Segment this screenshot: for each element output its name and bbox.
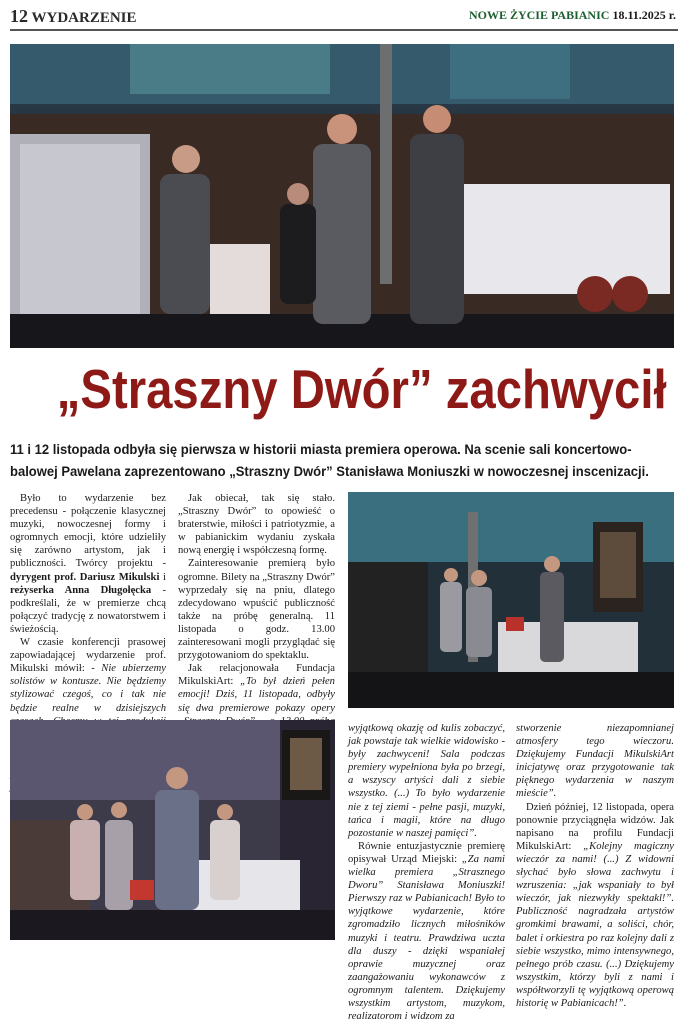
paragraph: Dzień później, 12 listopada, opera ponownie przyciągnęła widzów. Jak napisano na profilu Fundacji MikulskiArt: „Kolejny magiczny wieczór za nami! (...) Z widowni słychać było słowa zachwytu i wzruszenia: „jak wspaniały to był wieczór, jak niezwykły spektakl!”. Publiczność nagradzała artystów gromkimi brawami, a soliści, chór, balet i orkiestra po raz kolejny dali z siebie wszystko, mimo intensywnego, pełnego prób czasu. (...) Dziękujemy wszystkim, którzy byli z nami i współtworzyli tę wyjątkową operową historię w Pabianicach!”.: [516, 801, 674, 1009]
stage-photo-right: [348, 492, 674, 708]
masthead: [469, 8, 676, 23]
paragraph: Jak obiecał, tak się stało. „Straszny Dwór” to opowieść o braterstwie, miłości i patriotyzmie, a w pabianickim wydaniu zyskała nową energię i współczesną formę.: [178, 493, 335, 557]
paragraph: Zainteresowanie premierą było ogromne. Bilety na „Straszny Dwór” wyprzedały się na pniu, dlatego zdecydowano wpuścić publiczność także na próbę generalną. 11 listopada o godz. 13.00 zainteresowani mogli przyglądać się przygotowaniom do spektaklu.: [178, 558, 335, 662]
publication-name: NOWE ŻYCIE PABIANIC: [468, 8, 610, 22]
article-lead: 11 i 12 listopada odbyła się pierwsza w historii miasta premiera operowa. Na scenie sali koncertowo-balowej Pawelana zaprezentowano „Straszny Dwór” Stanisława Moniuszki w nowoczesnej inscenizacji.: [10, 441, 649, 479]
paragraph: Było to wydarzenie bez precedensu - połączenie klasycznej muzyki, nowoczesnej formy i ogromnych emocji, które udzieliły się zarówno artystom, jak i publiczności. Twórcy projektu - dyrygent prof. Dariusz Mikulski i reżyserka Anna Długołęcka - podkreślali, że w premierze chcą połączyć tradycję z nowatorstwem i świeżością.: [10, 493, 166, 635]
header-rule: [10, 29, 678, 31]
page-number: 12: [10, 6, 28, 26]
page-header-section: [10, 6, 137, 27]
stage-photo-main: [10, 44, 674, 348]
paragraph: wyjątkową okazję od kulis zobaczyć, jak powstaje tak wielkie widowisko - były zachwyceni! Sala podczas premiery wypełniona była po brzegi, a wszyscy artyści dali z siebie wszystko. (...) To było wydarzenie nie z tej ziemi - pełne pasji, muzyki, tańca i magii, które na długo pozostanie w naszej pamięci”.: [348, 723, 505, 839]
stage-photo-bottom: [10, 720, 335, 940]
paragraph: Jak relacjonowała Fundacja MikulskiArt: „To był dzień pełen emocji! Dziś, 11 listopada, odbyły się dwa premierowe pokazy opery: [178, 663, 335, 714]
issue-date: 18.11.2025 r.: [612, 8, 676, 22]
section-name: WYDARZENIE: [31, 10, 137, 26]
paragraph: W czasie konferencji prasowej zapowiadającej wydarzenie prof. Mikulski mówił: - Nie ubierzemy solistów w kontusze. Nie będziemy stylizować czegoś, co i tak nie będzie realne w dzisiejszych: [10, 637, 166, 714]
article-column-4: [516, 722, 674, 1010]
paragraph: Równie entuzjastycznie premierę opisywał Urząd Miejski: „Za nami wielka premiera „Strasznego Dworu” Stanisława Moniuszki! Pierwszy raz w Pabianicach! Było to wyjątkowe wydarzenie, które zgromadziło licznych miłośników muzyki i teatru. Prawdziwa uczta dla duszy - dzięki wspaniałej oprawie muzycznej oraz zaangażowaniu wykonawców z ogromnym talentem. Dziękujemy wszystkim artystom, muzykom, realizatorom i widzom za: [348, 840, 505, 1023]
paragraph: stworzenie niezapomnianej atmosfery tego wieczoru. Dziękujemy Fundacji MikulskiArt inicjatywę oraz przygotowanie tak pięknego wydarzenia w naszym mieście”.: [516, 723, 674, 800]
article-headline: „Straszny Dwór” zachwycił: [56, 358, 667, 420]
article-column-3: [348, 722, 505, 1023]
